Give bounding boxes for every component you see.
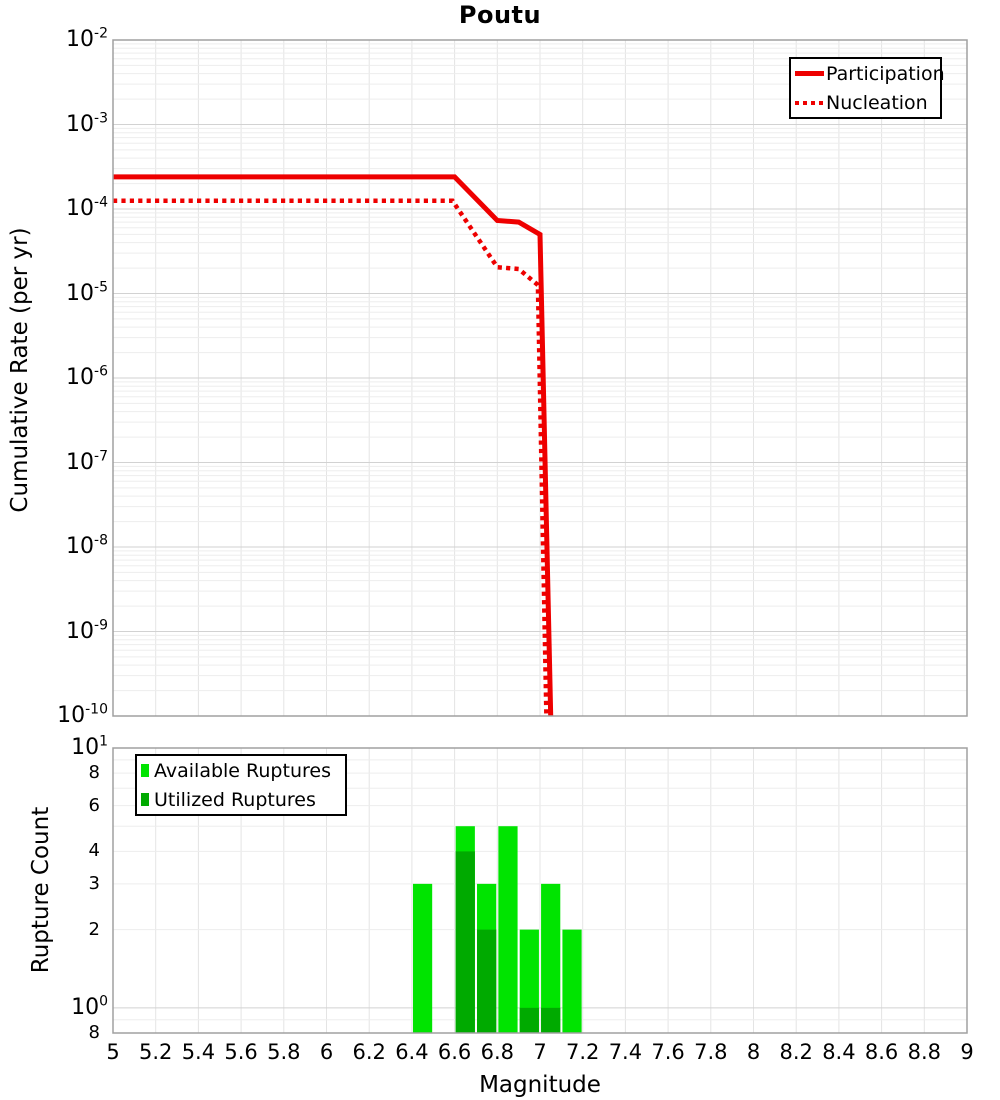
x-tick-label: 5.6 xyxy=(224,1040,258,1064)
x-tick-label: 6.6 xyxy=(437,1040,472,1064)
x-tick-label: 7.4 xyxy=(608,1040,643,1064)
x-tick-label: 7 xyxy=(533,1040,547,1064)
x-tick-label: 7.8 xyxy=(694,1040,728,1064)
rate-y-tick-label: $10^{-6}$ xyxy=(66,363,108,390)
legend-item-available xyxy=(137,756,345,785)
count-y-minor-tick-label: 3 xyxy=(88,872,100,894)
count-y-minor-tick-label: 2 xyxy=(88,918,100,940)
legend-label: Utilized Ruptures xyxy=(154,788,316,811)
count-y-minor-tick-label: 4 xyxy=(88,840,100,862)
count-legend xyxy=(135,754,347,816)
x-tick-label: 8.6 xyxy=(864,1040,899,1064)
x-tick-label: 8.8 xyxy=(907,1040,941,1064)
rate-y-tick-label: $10^{-3}$ xyxy=(66,110,108,137)
rate-y-tick-label: $10^{-7}$ xyxy=(66,448,108,475)
magnitude-axis-title: Magnitude xyxy=(479,1072,601,1098)
available-bar xyxy=(413,884,432,1033)
utilized-square-icon xyxy=(141,793,149,806)
count-y-minor-tick-label: 8 xyxy=(88,1022,100,1043)
utilized-bar xyxy=(520,1008,539,1033)
rate-y-tick-label: $10^{-2}$ xyxy=(66,25,108,52)
nucleation-line-icon xyxy=(795,101,824,105)
x-tick-label: 5.4 xyxy=(181,1040,216,1064)
x-tick-label: 9 xyxy=(960,1040,974,1064)
legend-label: Participation xyxy=(826,62,945,85)
count-y-tick-label: $10^1$ xyxy=(71,733,108,760)
x-tick-label: 8.2 xyxy=(779,1040,813,1064)
legend-item-utilized xyxy=(137,785,345,814)
legend-label: Available Ruptures xyxy=(154,759,331,782)
available-square-icon xyxy=(141,764,149,777)
x-tick-label: 7.2 xyxy=(565,1040,600,1064)
count-y-tick-label: $10^0$ xyxy=(71,993,108,1020)
legend-label: Nucleation xyxy=(826,91,928,114)
rate-y-tick-label: $10^{-9}$ xyxy=(66,617,108,644)
count-axis-title: Rupture Count xyxy=(28,806,54,974)
rate-y-tick-label: $10^{-4}$ xyxy=(66,194,108,221)
count-y-minor-tick-label: 8 xyxy=(88,762,100,784)
x-tick-label: 8.4 xyxy=(822,1040,856,1064)
available-bar xyxy=(562,930,581,1033)
x-tick-label: 7.6 xyxy=(651,1040,685,1064)
utilized-bar xyxy=(541,1008,560,1033)
participation-line-icon xyxy=(795,71,824,76)
rate-axis-title: Cumulative Rate (per yr) xyxy=(7,227,33,513)
nucleation-line xyxy=(113,201,546,716)
rate-y-tick-label: $10^{-8}$ xyxy=(66,532,108,559)
x-tick-label: 6 xyxy=(319,1040,334,1064)
rate-legend xyxy=(789,57,945,119)
utilized-bar xyxy=(456,851,475,1033)
x-tick-label: 6.2 xyxy=(352,1040,386,1064)
x-tick-label: 6.4 xyxy=(395,1040,429,1064)
x-tick-label: 5 xyxy=(106,1040,120,1064)
x-tick-label: 5.2 xyxy=(138,1040,173,1064)
x-tick-label: 6.8 xyxy=(480,1040,514,1064)
x-tick-label: 5.8 xyxy=(267,1040,301,1064)
count-y-minor-tick-label: 6 xyxy=(88,794,100,816)
legend-item-nucleation xyxy=(791,88,940,117)
rate-y-tick-label: $10^{-10}$ xyxy=(57,701,108,728)
available-bar xyxy=(498,826,517,1033)
utilized-bar xyxy=(477,930,496,1033)
x-tick-label: 8 xyxy=(746,1040,761,1064)
legend-item-participation xyxy=(791,59,945,88)
rate-y-tick-label: $10^{-5}$ xyxy=(66,279,108,306)
chart-title: Poutu xyxy=(458,1,542,29)
